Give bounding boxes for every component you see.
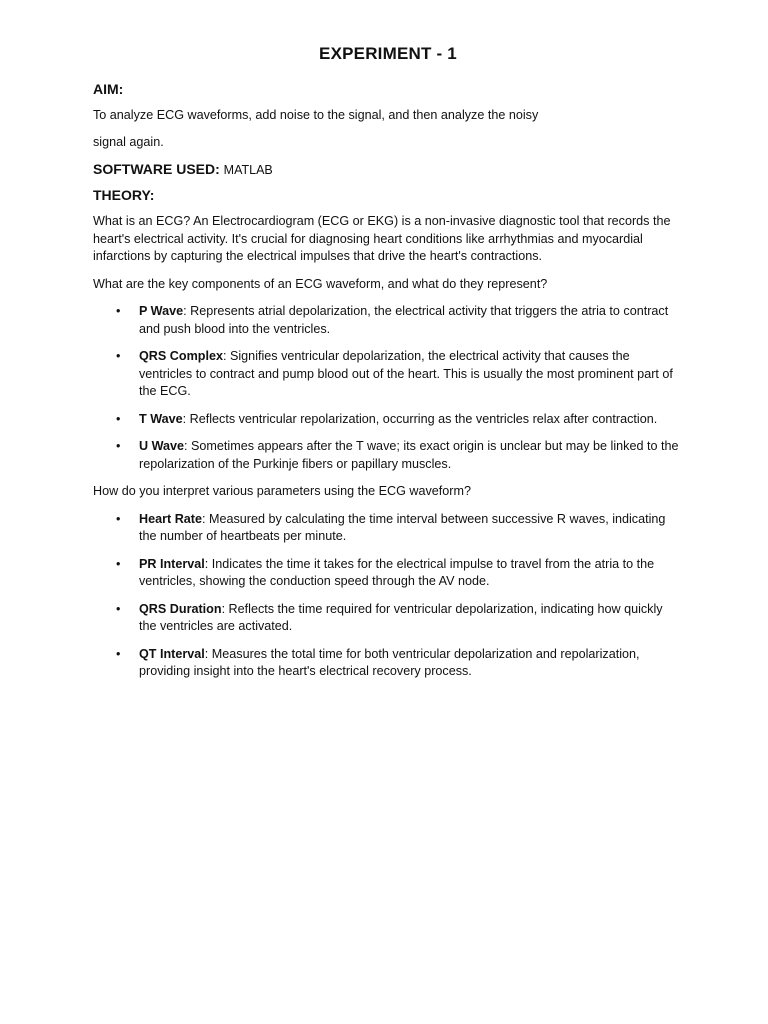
list-item-text: : Indicates the time it takes for the electrical impulse to travel from the atria to the ventricles, showing the conduction speed through the AV node.: [139, 556, 655, 588]
list-item: [93, 511, 683, 546]
list-item-term: T Wave: [139, 411, 183, 426]
list-item-term: QRS Duration: [139, 601, 222, 616]
theory-heading: THEORY:: [93, 187, 155, 203]
aim-text-line-1: To analyze ECG waveforms, add noise to the signal, and then analyze the noisy: [93, 108, 539, 122]
software-value: MATLAB: [223, 163, 273, 177]
bullet-icon: •: [116, 511, 121, 526]
list-item-text: : Reflects the time required for ventricular depolarization, indicating how quickly the ventricles are activated.: [139, 601, 663, 633]
list-item-text: : Reflects ventricular repolarization, occurring as the ventricles relax after contraction.: [182, 411, 658, 426]
list-item-term: QRS Complex: [139, 349, 223, 363]
list-item-term: Heart Rate: [139, 511, 202, 526]
list-item: [93, 556, 683, 591]
list-item: [93, 601, 683, 636]
software-label: SOFTWARE USED:: [93, 161, 220, 177]
list-item-text: : Sometimes appears after the T wave; its exact origin is unclear but may be linked to the repolarization of the Purkinje fibers or papillary muscles.: [139, 439, 679, 471]
page-title: EXPERIMENT - 1: [319, 44, 457, 63]
parameters-list: [93, 511, 683, 681]
theory-intro: What is an ECG? An Electrocardiogram (ECG or EKG) is a non-invasive diagnostic tool that records the heart's electrical activity. It's crucial for diagnosing heart conditions like arrhythmias and myocardial infarctions by capturing the electrical impulses that drive the heart's contractions.: [93, 214, 671, 263]
bullet-icon: •: [116, 556, 121, 571]
list-item-text: : Signifies ventricular depolarization, the electrical activity that causes the ventricles to contract and pump blood out of the heart. This is usually the most prominent part of the ECG.: [139, 349, 673, 398]
aim-heading: AIM:: [93, 81, 124, 97]
list-item-text: : Measured by calculating the time interval between successive R waves, indicating the number of heartbeats per minute.: [139, 511, 666, 543]
aim-text-line-2: signal again.: [93, 134, 164, 149]
list-item: [93, 438, 683, 473]
document-page: [93, 44, 683, 691]
software-heading: [93, 161, 683, 177]
list-item-term: P Wave: [139, 304, 184, 318]
list-item: [93, 348, 683, 401]
list-item-text: : Measures the total time for both ventricular depolarization and repolarization, providing insight into the heart's electrical recovery process.: [139, 646, 640, 678]
bullet-icon: •: [116, 411, 121, 426]
bullet-icon: •: [116, 304, 121, 318]
list-item-term: PR Interval: [139, 556, 205, 571]
list-item: [93, 646, 683, 681]
list-item-term: U Wave: [139, 439, 185, 453]
list-item-text: : Represents atrial depolarization, the electrical activity that triggers the atria to contract and push blood into the ventricles.: [139, 304, 669, 336]
list-item: [93, 411, 683, 429]
components-list: [93, 303, 683, 473]
list-item-term: QT Interval: [139, 646, 205, 661]
components-question: What are the key components of an ECG waveform, and what do they represent?: [93, 276, 548, 291]
bullet-icon: •: [116, 646, 121, 661]
list-item: [93, 303, 683, 338]
bullet-icon: •: [116, 349, 121, 363]
bullet-icon: •: [116, 439, 121, 453]
bullet-icon: •: [116, 601, 121, 616]
parameters-question: How do you interpret various parameters using the ECG waveform?: [93, 484, 471, 498]
